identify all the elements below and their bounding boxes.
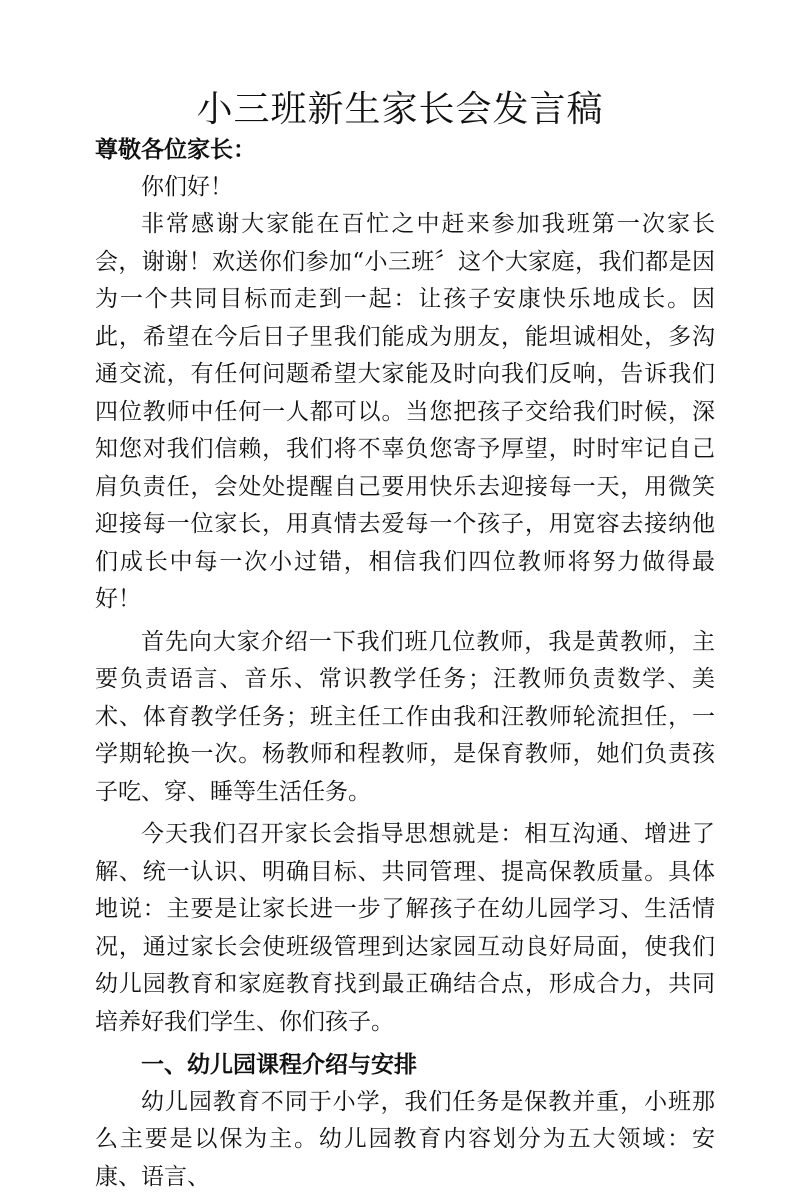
paragraph-curriculum: 幼儿园教育不同于小学，我们任务是保教并重，小班那么主要是以保为主。幼儿园教育内容划分为五大领域：安康、语言、 xyxy=(95,1084,715,1196)
paragraph-teachers: 首先向大家介绍一下我们班几位教师，我是黄教师，主要负责语言、音乐、常识教学任务；汪教师负责数学、美术、体育教学任务；班主任工作由我和汪教师轮流担任，一学期轮换一次。杨教师和程教师，是保育教师，她们负责孩子吃、穿、睡等生活任务。 xyxy=(95,624,715,812)
paragraph-meeting-purpose: 今天我们召开家长会指导思想就是：相互沟通、增进了解、统一认识、明确目标、共同管理、提高保教质量。具体地说：主要是让家长进一步了解孩子在幼儿园学习、生活情况，通过家长会使班级管理到达家园互动良好局面，使我们幼儿园教育和家庭教育找到最正确结合点，形成合力，共同培养好我们学生、你们孩子。 xyxy=(95,816,715,1041)
paragraph-thanks: 非常感谢大家能在百忙之中赶来参加我班第一次家长会，谢谢！欢送你们参加“小三班〞这个大家庭，我们都是因为一个共同目标而走到一起：让孩子安康快乐地成长。因此，希望在今后日子里我们能成为朋友，能坦诚相处，多沟通交流，有任何问题希望大家能及时向我们反响，告诉我们四位教师中任何一人都可以。当您把孩子交给我们时候，深知您对我们信赖，我们将不辜负您寄予厚望，时时牢记自己肩负责任，会处处提醒自己要用快乐去迎接每一天，用微笑迎接每一位家长，用真情去爱每一个孩子，用宽容去接纳他们成长中每一次小过错，相信我们四位教师将努力做得最好！ xyxy=(95,206,715,619)
document-body xyxy=(95,131,715,1196)
section-heading: 一、幼儿园课程介绍与安排 xyxy=(95,1046,715,1084)
salutation: 尊敬各位家长： xyxy=(95,131,715,169)
document-title: 小三班新生家长会发言稿 xyxy=(0,86,800,134)
paragraph-greeting: 你们好！ xyxy=(95,169,715,207)
